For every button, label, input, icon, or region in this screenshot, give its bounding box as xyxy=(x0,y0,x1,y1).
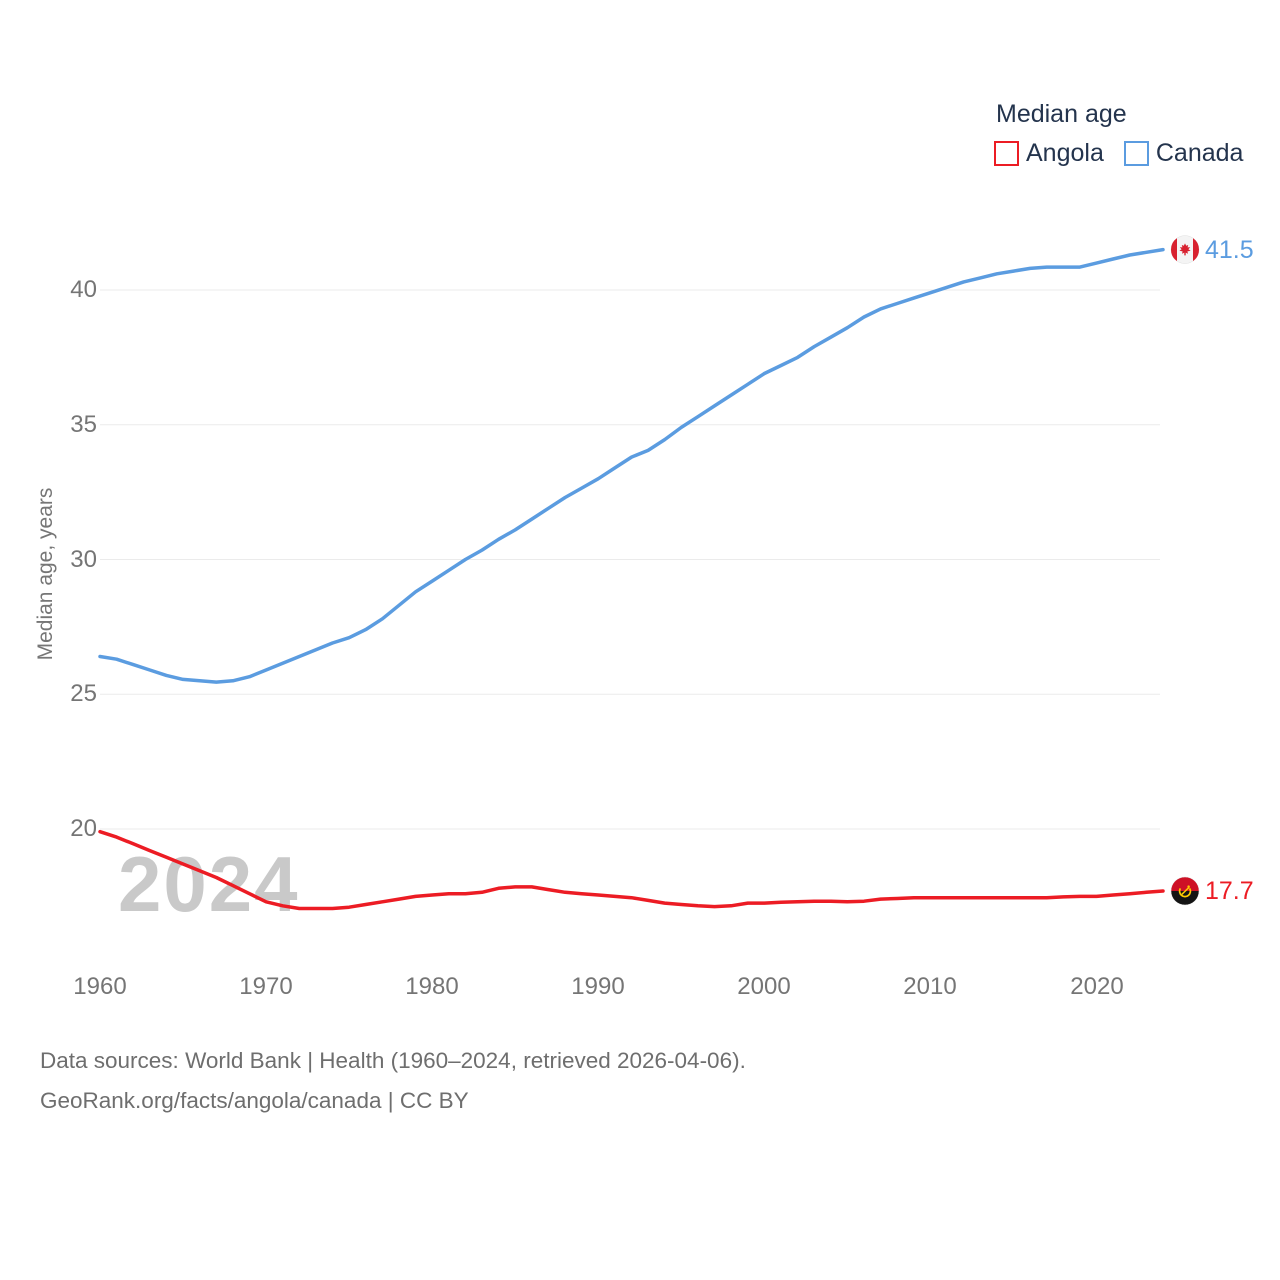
y-tick-label: 20 xyxy=(70,815,97,842)
x-tick-label: 1970 xyxy=(239,973,293,1000)
legend-item-label: Angola xyxy=(1026,139,1104,167)
angola-legend-swatch[interactable] xyxy=(994,141,1019,166)
canada-line xyxy=(100,250,1163,682)
x-tick-label: 2020 xyxy=(1070,973,1124,1000)
canada-flag-icon xyxy=(1171,236,1199,264)
y-tick-label: 30 xyxy=(70,546,97,573)
data-sources-line: Data sources: World Bank | Health (1960–2024, retrieved 2026-04-06). xyxy=(40,1048,746,1073)
legend-item-angola[interactable] xyxy=(994,139,1104,168)
x-tick-label: 1980 xyxy=(405,973,459,1000)
attribution-line: GeoRank.org/facts/angola/canada | CC BY xyxy=(40,1088,469,1113)
series-lines xyxy=(100,250,1163,909)
watermark-year: 2024 xyxy=(118,840,300,928)
canada-legend-swatch[interactable] xyxy=(1124,141,1149,166)
legend xyxy=(994,139,1243,168)
x-tick-label: 2000 xyxy=(737,973,791,1000)
legend-item-canada[interactable] xyxy=(1124,139,1244,168)
x-tick-label: 1960 xyxy=(73,973,127,1000)
y-tick-label: 40 xyxy=(70,276,97,303)
angola-end-value-label: 17.7 xyxy=(1205,877,1254,905)
legend-item-label: Canada xyxy=(1155,139,1244,167)
footer xyxy=(40,1041,746,1121)
y-tick-label: 35 xyxy=(70,411,97,438)
x-tick-label: 2010 xyxy=(903,973,957,1000)
canada-end-value-label: 41.5 xyxy=(1205,236,1254,264)
angola-line xyxy=(100,832,1163,909)
gridlines xyxy=(100,290,1160,829)
x-tick-label: 1990 xyxy=(571,973,625,1000)
y-axis-title: Median age, years xyxy=(34,487,57,661)
legend-title: Median age xyxy=(996,100,1127,128)
angola-flag-icon xyxy=(1171,877,1199,905)
y-tick-label: 25 xyxy=(70,680,97,707)
